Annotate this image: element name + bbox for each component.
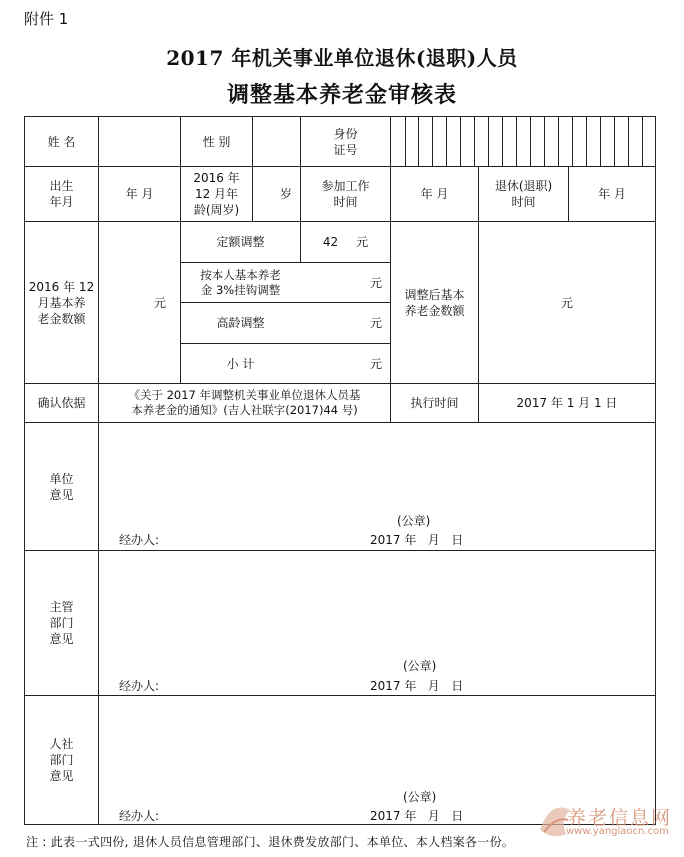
hr-handler: 经办人: [119,809,160,823]
pct-adjust-line-1: 按本人基本养老 [200,267,281,282]
unit-label-line-2: 意见 [49,487,74,502]
pct-adjust-label [181,263,300,302]
title-line-2: 调整基本养老金审核表 [226,82,457,108]
pct-adjust-value[interactable]: 元 [369,275,382,290]
gender-label: 性 别 [202,134,231,149]
age-label [181,167,252,221]
exec-time-label: 执行时间 [410,396,459,410]
unit-seal: (公章) [397,514,431,528]
dept-opinion-label [25,551,98,695]
attachment-label: 附件 1 [24,10,69,28]
hr-label-line-3: 意见 [49,769,74,783]
birth-label-line-1: 出生 [49,179,74,193]
age-label-line-1: 2016 年 [193,171,240,185]
exec-time-value: 2017 年 1 月 1 日 [516,396,618,410]
birth-label-line-2: 年月 [49,195,74,209]
watermark-text: 养老信息网 [567,807,673,829]
basis-text [99,384,390,422]
age-label-line-3: 龄(周岁) [193,203,240,217]
dept-opinion-field[interactable] [99,551,655,695]
dept-handler: 经办人: [119,679,160,693]
id-label-line-1: 身份 [333,126,358,141]
unit-opinion-field[interactable] [99,423,655,550]
retire-label-line-2: 时间 [511,195,536,209]
fixed-amount: 42 [322,235,339,249]
subtotal-label: 小 计 [226,356,255,371]
age-adjust-value[interactable]: 元 [369,316,382,330]
name-field[interactable] [99,117,180,166]
basis-text-line-2: 本养老金的通知》(吉人社联字(2017)44 号) [131,403,358,417]
work-label-line-1: 参加工作 [321,179,370,193]
subtotal-value[interactable]: 元 [369,356,382,371]
work-start-field[interactable]: 年 月 [420,187,449,201]
work-label-line-2: 时间 [333,195,358,209]
pension-2016-field[interactable]: 元 [153,295,166,310]
retire-field[interactable]: 年 月 [598,187,626,201]
work-start-label [301,167,390,221]
id-label [301,117,390,166]
pension-label-line-3: 老金数额 [37,311,86,326]
pension-label-line-2: 月基本养 [37,295,86,310]
adjusted-pension-label [391,222,478,383]
after-label-line-1: 调整后基本 [404,287,465,302]
name-label: 姓 名 [47,134,76,149]
pension-2016-label [25,222,98,383]
fixed-amount-unit: 元 [356,235,369,249]
hr-seal: (公章) [403,790,437,804]
unit-label-line-1: 单位 [49,471,74,486]
retire-label [479,167,568,221]
hr-opinion-label [25,696,98,824]
age-field[interactable]: 岁 [279,187,292,201]
after-label-line-2: 养老金数额 [404,303,465,318]
hr-label-line-2: 部门 [49,753,74,767]
pension-label-line-1: 2016 年 12 [28,279,95,294]
basis-text-line-1: 《关于 2017 年调整机关事业单位退休人员基 [128,388,361,402]
dept-label-line-3: 意见 [49,632,74,646]
dept-seal: (公章) [403,659,437,673]
title-line-1: 2017 年机关事业单位退休(退职)人员 [166,46,518,70]
id-label-line-2: 证号 [333,142,358,157]
hr-date: 2017 年 月 日 [370,809,464,823]
fixed-adjust-label: 定额调整 [216,235,265,249]
age-adjust-label: 高龄调整 [216,316,265,330]
pct-adjust-line-2: 金 3%挂钩调整 [200,282,281,297]
dept-label-line-2: 部门 [49,616,74,630]
hr-label-line-1: 人社 [49,737,74,751]
unit-handler: 经办人: [119,533,160,547]
fixed-adjust-value [301,222,390,262]
birth-field[interactable]: 年 月 [125,187,154,201]
age-label-line-2: 12 月年 [194,187,239,201]
adjusted-pension-field[interactable]: 元 [560,295,573,310]
footer-note: 注 : 此表一式四份, 退休人员信息管理部门、退休费发放部门、本单位、本人档案各一份。 [26,835,515,849]
gender-field[interactable] [253,117,300,166]
unit-opinion-label [25,423,98,550]
watermark-url: www.yanglaocn.com [566,826,669,837]
unit-date: 2017 年 月 日 [370,533,464,547]
basis-label: 确认依据 [37,396,86,410]
dept-date: 2017 年 月 日 [370,679,464,693]
retire-label-line-1: 退休(退职) [494,179,553,193]
dept-label-line-1: 主管 [49,600,74,614]
birth-label [25,167,98,221]
